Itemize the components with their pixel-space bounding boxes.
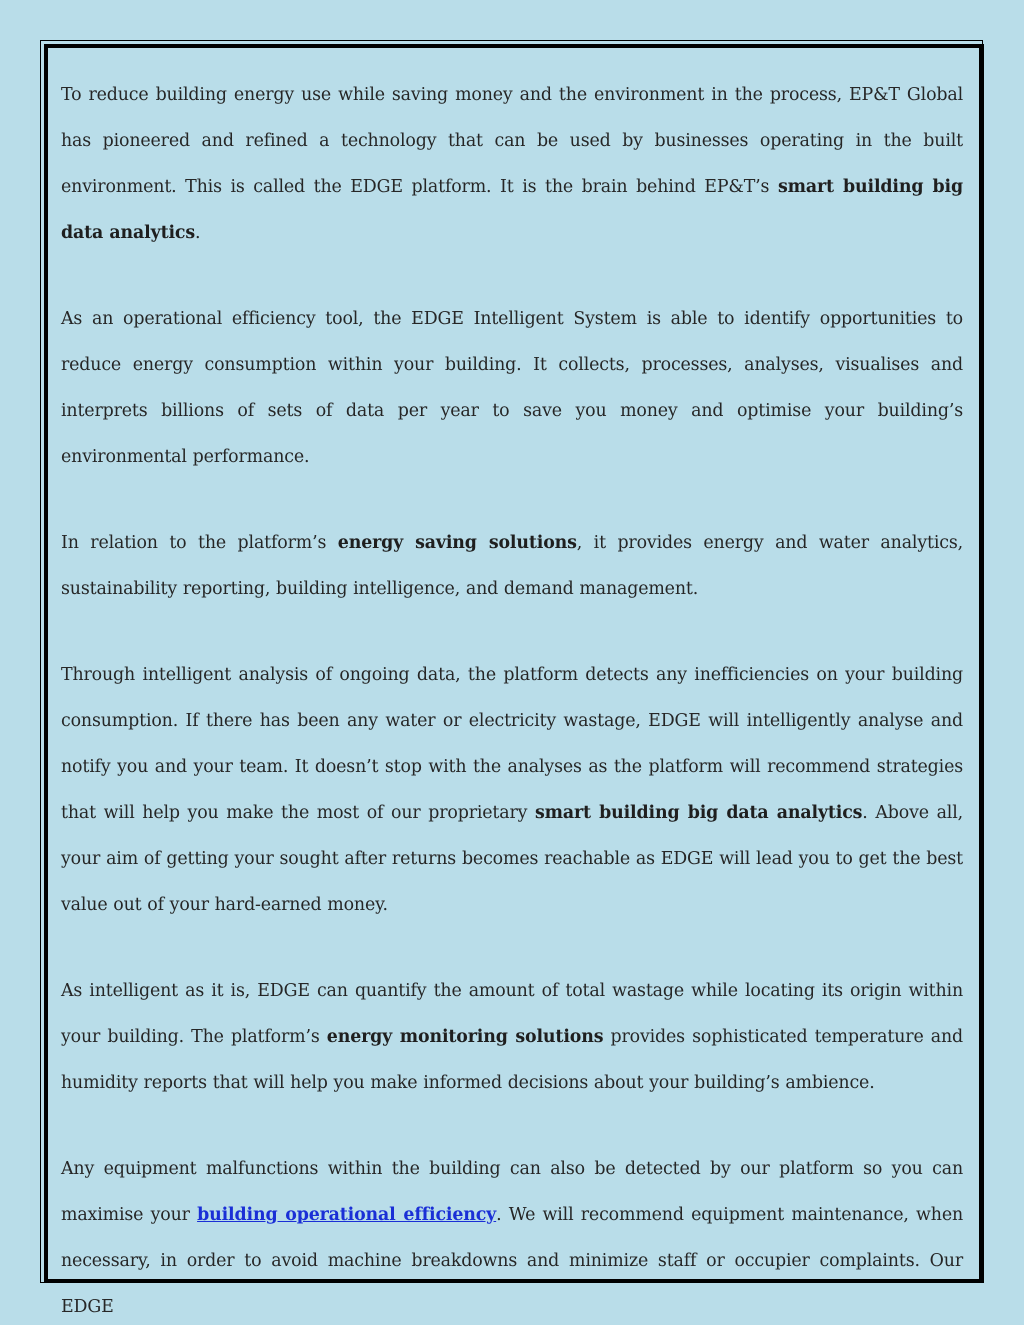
building-operational-efficiency-link[interactable]: building operational efficiency <box>197 1205 497 1225</box>
paragraph-operational-tool <box>61 296 963 480</box>
paragraph-text: , it provides energy and water analytics, sustainability reporting, building intelligence, and demand management. <box>61 533 963 599</box>
paragraph-text: . <box>195 223 201 243</box>
paragraph-wastage <box>61 968 963 1106</box>
paragraph-text: As an operational efficiency tool, the EDGE Intelligent System is able to identify opportunities to reduce energy consumption within your building. It collects, processes, analyses, visualises and interprets billions of sets of data per year to save you money and optimise your building’s environmental performance. <box>61 309 963 467</box>
bold-phrase: smart building big data analytics <box>61 177 963 243</box>
paragraph-text: Any equipment malfunctions within the building can also be detected by our platform so you can maximise your <box>61 1159 963 1225</box>
paragraph-equipment <box>61 1146 963 1325</box>
paragraph-text: Through intelligent analysis of ongoing data, the platform detects any inefficiencies on your building consumption. If there has been any water or electricity wastage, EDGE will intelligently analyse and notify you and your team. It doesn’t stop with the analyses as the platform will recommend strategies that will help you make the most of our proprietary <box>61 665 963 823</box>
paragraph-text: In relation to the platform’s <box>61 533 338 553</box>
bold-phrase: smart building big data analytics <box>534 803 863 823</box>
paragraph-text: As intelligent as it is, EDGE can quantify the amount of total wastage while locating its origin within your building. The platform’s <box>61 981 963 1047</box>
paragraph-text: . Above all, your aim of getting your sought after returns becomes reachable as EDGE will lead you to get the best value out of your hard-earned money. <box>61 803 963 915</box>
bold-phrase: energy monitoring solutions <box>326 1027 604 1047</box>
document-body <box>61 72 963 1325</box>
paragraph-text: . We will recommend equipment maintenance, when necessary, in order to avoid machine breakdowns and minimize staff or occupier complaints. Our EDGE <box>61 1205 964 1317</box>
paragraph-intelligent-analysis <box>61 652 963 928</box>
paragraph-text: provides sophisticated temperature and humidity reports that will help you make informed decisions about your building’s ambience. <box>61 1027 963 1093</box>
paragraph-text: To reduce building energy use while saving money and the environment in the process, EP&T Global has pioneered and refined a technology that can be used by businesses operating in the built environment. This is called the EDGE platform. It is the brain behind EP&T’s <box>61 85 963 197</box>
bold-phrase: energy saving solutions <box>337 533 577 553</box>
paragraph-energy-saving <box>61 520 963 612</box>
paragraph-intro <box>61 72 963 256</box>
